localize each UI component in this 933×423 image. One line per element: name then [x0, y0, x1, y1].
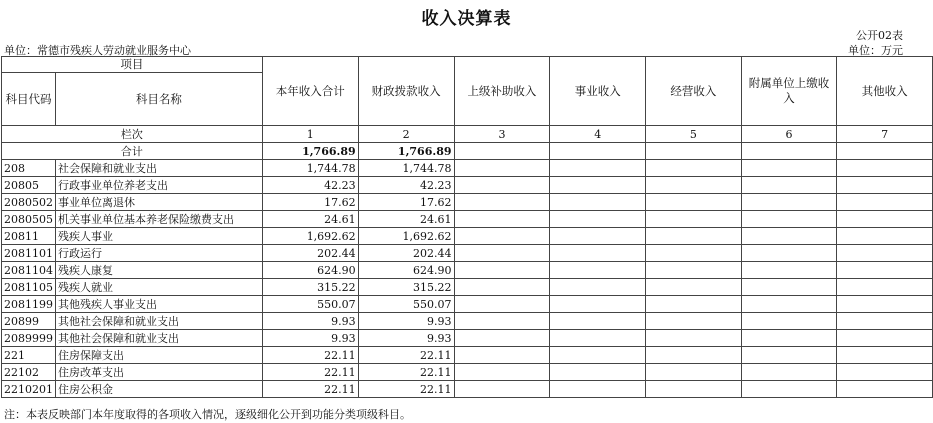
empty-cell	[741, 364, 836, 381]
empty-cell	[454, 194, 550, 211]
empty-cell	[550, 381, 646, 398]
empty-cell	[741, 296, 836, 313]
empty-cell	[550, 177, 646, 194]
form-number: 公开02表	[856, 29, 903, 42]
total-income-value: 42.23	[262, 177, 358, 194]
subject-name: 残疾人康复	[56, 262, 263, 279]
income-table	[1, 56, 933, 398]
empty-cell	[454, 347, 550, 364]
empty-cell	[837, 160, 933, 177]
empty-cell	[646, 364, 742, 381]
empty-cell	[741, 211, 836, 228]
empty-cell	[454, 381, 550, 398]
empty-cell	[741, 313, 836, 330]
empty-cell	[837, 228, 933, 245]
fiscal-appropriation-value: 550.07	[358, 296, 454, 313]
subject-name: 事业单位离退休	[56, 194, 263, 211]
empty-cell	[837, 245, 933, 262]
empty-cell	[646, 143, 742, 160]
table-row	[2, 177, 933, 194]
subject-name: 其他社会保障和就业支出	[56, 330, 263, 347]
empty-cell	[837, 313, 933, 330]
subject-code: 20811	[2, 228, 56, 245]
column-number: 7	[837, 126, 933, 143]
subject-code: 221	[2, 347, 56, 364]
fiscal-appropriation-value: 9.93	[358, 313, 454, 330]
total-income-value: 624.90	[262, 262, 358, 279]
subject-code: 2081101	[2, 245, 56, 262]
empty-cell	[454, 313, 550, 330]
empty-cell	[837, 211, 933, 228]
subject-name: 住房改革支出	[56, 364, 263, 381]
subject-name: 残疾人事业	[56, 228, 263, 245]
footnote: 注：本表反映部门本年度取得的各项收入情况，逐级细化公开到功能分类项级科目。	[4, 408, 411, 421]
empty-cell	[550, 211, 646, 228]
total-income-value: 1,692.62	[262, 228, 358, 245]
total-col1: 1,766.89	[262, 143, 358, 160]
fiscal-appropriation-value: 22.11	[358, 381, 454, 398]
subject-code: 2080505	[2, 211, 56, 228]
empty-cell	[741, 245, 836, 262]
column-number: 3	[454, 126, 550, 143]
subject-name: 其他社会保障和就业支出	[56, 313, 263, 330]
empty-cell	[646, 262, 742, 279]
empty-cell	[646, 381, 742, 398]
empty-cell	[646, 211, 742, 228]
column-number: 5	[646, 126, 742, 143]
column-number-label: 栏次	[2, 126, 263, 143]
empty-cell	[837, 143, 933, 160]
total-income-value: 17.62	[262, 194, 358, 211]
table-row	[2, 194, 933, 211]
table-row	[2, 262, 933, 279]
empty-cell	[741, 262, 836, 279]
empty-cell	[550, 330, 646, 347]
total-income-value: 22.11	[262, 364, 358, 381]
empty-cell	[550, 228, 646, 245]
empty-cell	[837, 296, 933, 313]
total-income-value: 22.11	[262, 381, 358, 398]
table-row	[2, 228, 933, 245]
empty-cell	[837, 177, 933, 194]
table-row	[2, 160, 933, 177]
fiscal-appropriation-value: 202.44	[358, 245, 454, 262]
empty-cell	[454, 330, 550, 347]
subject-name: 机关事业单位基本养老保险缴费支出	[56, 211, 263, 228]
empty-cell	[454, 177, 550, 194]
subject-name: 其他残疾人事业支出	[56, 296, 263, 313]
column-number: 2	[358, 126, 454, 143]
empty-cell	[454, 279, 550, 296]
empty-cell	[646, 245, 742, 262]
total-income-value: 202.44	[262, 245, 358, 262]
subject-code: 2210201	[2, 381, 56, 398]
empty-cell	[837, 347, 933, 364]
column-number: 4	[550, 126, 646, 143]
subject-code: 22102	[2, 364, 56, 381]
subject-name: 住房保障支出	[56, 347, 263, 364]
empty-cell	[646, 330, 742, 347]
subject-code: 20899	[2, 313, 56, 330]
fiscal-appropriation-value: 315.22	[358, 279, 454, 296]
empty-cell	[550, 245, 646, 262]
fiscal-appropriation-value: 24.61	[358, 211, 454, 228]
subject-name: 社会保障和就业支出	[56, 160, 263, 177]
empty-cell	[741, 279, 836, 296]
subject-name: 残疾人就业	[56, 279, 263, 296]
header-col7: 其他收入	[837, 57, 933, 126]
empty-cell	[837, 194, 933, 211]
empty-cell	[741, 143, 836, 160]
subject-code: 2089999	[2, 330, 56, 347]
fiscal-appropriation-value: 22.11	[358, 347, 454, 364]
empty-cell	[646, 194, 742, 211]
empty-cell	[837, 381, 933, 398]
header-col5: 经营收入	[646, 57, 742, 126]
total-label: 合计	[2, 143, 263, 160]
total-income-value: 9.93	[262, 313, 358, 330]
reporting-unit: 单位：常德市残疾人劳动就业服务中心	[4, 44, 191, 57]
empty-cell	[741, 160, 836, 177]
empty-cell	[550, 313, 646, 330]
total-row	[2, 143, 933, 160]
fiscal-appropriation-value: 1,692.62	[358, 228, 454, 245]
empty-cell	[741, 381, 836, 398]
subject-code: 2081104	[2, 262, 56, 279]
header-col3: 上级补助收入	[454, 57, 550, 126]
total-income-value: 315.22	[262, 279, 358, 296]
empty-cell	[646, 347, 742, 364]
header-col1: 本年收入合计	[262, 57, 358, 126]
table-row	[2, 296, 933, 313]
empty-cell	[550, 160, 646, 177]
name-header: 科目名称	[56, 73, 263, 126]
empty-cell	[550, 296, 646, 313]
empty-cell	[646, 296, 742, 313]
table-row	[2, 245, 933, 262]
table-row	[2, 211, 933, 228]
total-income-value: 1,744.78	[262, 160, 358, 177]
column-number-row	[2, 126, 933, 143]
empty-cell	[550, 143, 646, 160]
code-header: 科目代码	[2, 73, 56, 126]
subject-name: 行政运行	[56, 245, 263, 262]
fiscal-appropriation-value: 17.62	[358, 194, 454, 211]
empty-cell	[837, 279, 933, 296]
empty-cell	[646, 279, 742, 296]
fiscal-appropriation-value: 22.11	[358, 364, 454, 381]
empty-cell	[837, 262, 933, 279]
table-row	[2, 381, 933, 398]
column-number: 6	[741, 126, 836, 143]
empty-cell	[550, 364, 646, 381]
report-title: 收入决算表	[421, 9, 512, 29]
subject-code: 2081199	[2, 296, 56, 313]
empty-cell	[646, 228, 742, 245]
empty-cell	[741, 177, 836, 194]
total-income-value: 22.11	[262, 347, 358, 364]
empty-cell	[741, 228, 836, 245]
subject-name: 住房公积金	[56, 381, 263, 398]
empty-cell	[550, 262, 646, 279]
table-row	[2, 347, 933, 364]
table-row	[2, 279, 933, 296]
table-row	[2, 313, 933, 330]
item-header: 项目	[2, 57, 263, 73]
table-row	[2, 330, 933, 347]
header-col4: 事业收入	[550, 57, 646, 126]
total-income-value: 550.07	[262, 296, 358, 313]
empty-cell	[646, 313, 742, 330]
empty-cell	[646, 160, 742, 177]
empty-cell	[454, 143, 550, 160]
header-row-1	[2, 57, 933, 73]
empty-cell	[741, 347, 836, 364]
empty-cell	[454, 160, 550, 177]
column-number: 1	[262, 126, 358, 143]
empty-cell	[550, 347, 646, 364]
fiscal-appropriation-value: 9.93	[358, 330, 454, 347]
currency-unit: 单位：万元	[848, 44, 903, 57]
empty-cell	[741, 330, 836, 347]
fiscal-appropriation-value: 624.90	[358, 262, 454, 279]
table-row	[2, 364, 933, 381]
total-income-value: 24.61	[262, 211, 358, 228]
total-income-value: 9.93	[262, 330, 358, 347]
subject-name: 行政事业单位养老支出	[56, 177, 263, 194]
total-col2: 1,766.89	[358, 143, 454, 160]
header-col6: 附属单位上缴收入	[741, 57, 836, 126]
subject-code: 2081105	[2, 279, 56, 296]
empty-cell	[550, 279, 646, 296]
fiscal-appropriation-value: 1,744.78	[358, 160, 454, 177]
header-col2: 财政拨款收入	[358, 57, 454, 126]
subject-code: 2080502	[2, 194, 56, 211]
empty-cell	[454, 262, 550, 279]
empty-cell	[741, 194, 836, 211]
fiscal-appropriation-value: 42.23	[358, 177, 454, 194]
empty-cell	[550, 194, 646, 211]
empty-cell	[454, 296, 550, 313]
empty-cell	[646, 177, 742, 194]
subject-code: 208	[2, 160, 56, 177]
empty-cell	[454, 364, 550, 381]
empty-cell	[837, 364, 933, 381]
empty-cell	[454, 245, 550, 262]
subject-code: 20805	[2, 177, 56, 194]
empty-cell	[454, 228, 550, 245]
empty-cell	[454, 211, 550, 228]
empty-cell	[837, 330, 933, 347]
